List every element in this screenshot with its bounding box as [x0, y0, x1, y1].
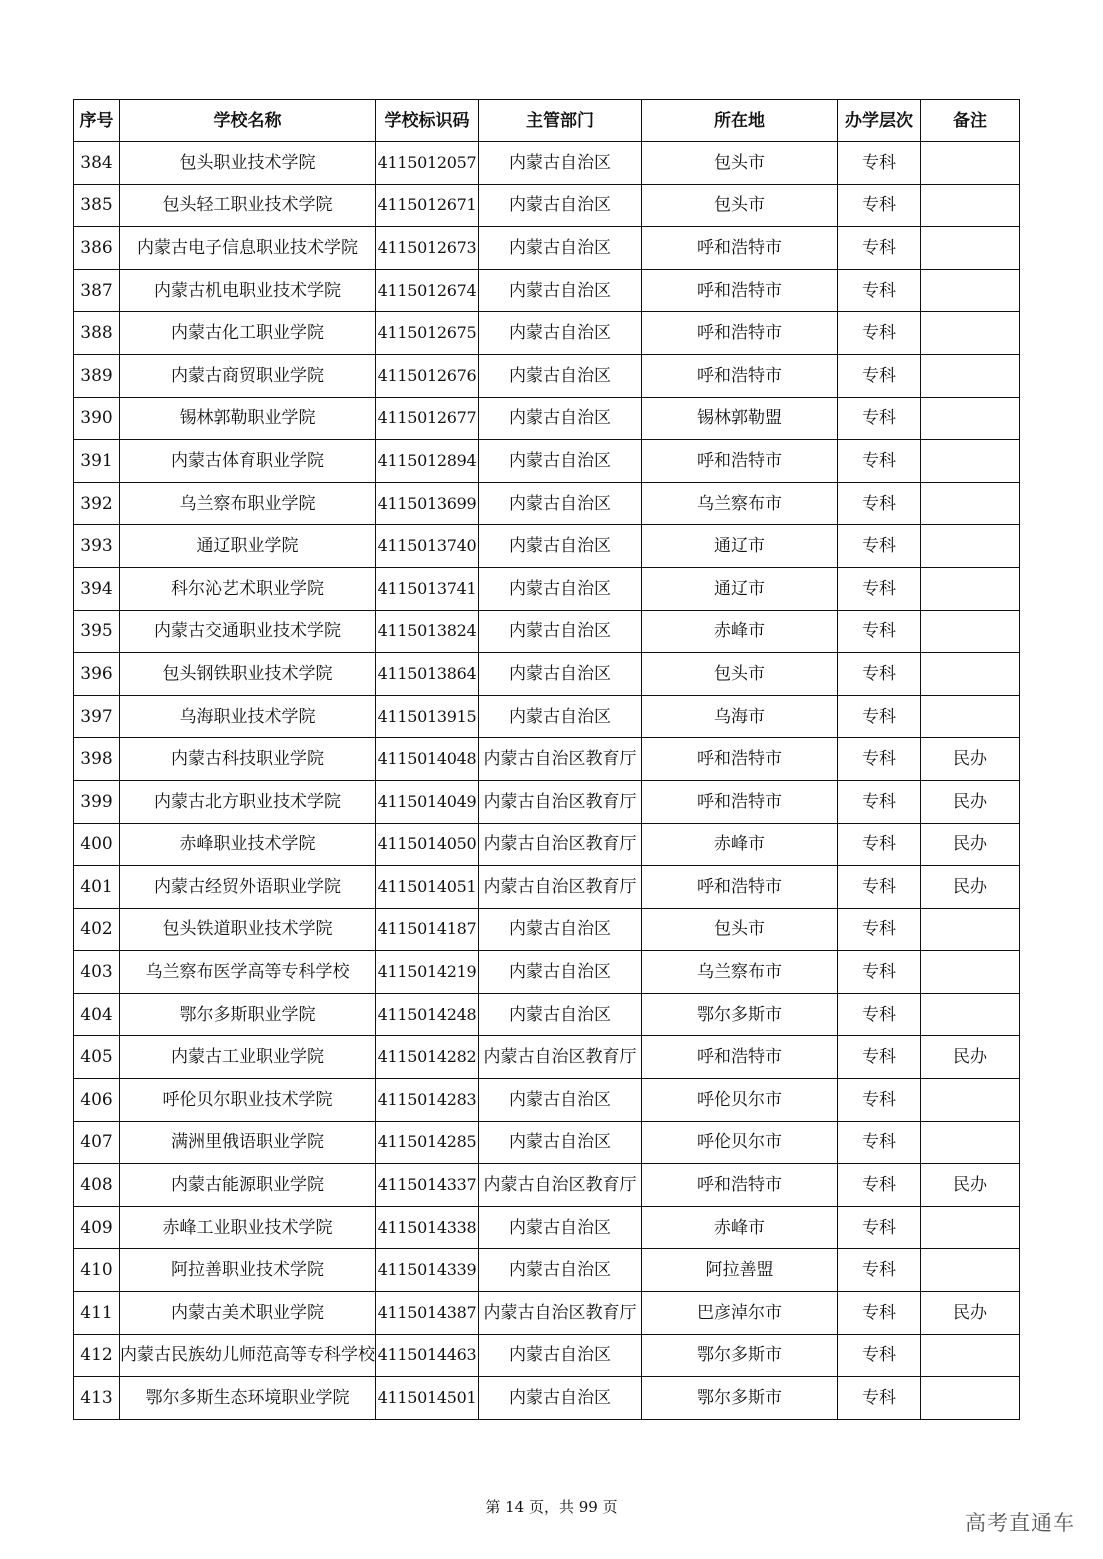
- cell-school-code: 4115014339: [376, 1249, 479, 1292]
- cell-department: 内蒙古自治区: [479, 908, 642, 951]
- cell-level: 专科: [838, 823, 921, 866]
- cell-location: 呼和浩特市: [642, 354, 838, 397]
- cell-school-code: 4115012673: [376, 227, 479, 270]
- cell-school-name: 鄂尔多斯生态环境职业学院: [120, 1377, 376, 1420]
- cell-school-code: 4115012676: [376, 354, 479, 397]
- cell-index: 386: [74, 227, 120, 270]
- table-row: [74, 908, 1020, 951]
- cell-location: 呼和浩特市: [642, 1036, 838, 1079]
- cell-school-code: 4115014337: [376, 1164, 479, 1207]
- cell-department: 内蒙古自治区: [479, 142, 642, 185]
- header-index: 序号: [74, 100, 120, 142]
- cell-index: 393: [74, 525, 120, 568]
- cell-remark: 民办: [921, 1164, 1020, 1207]
- cell-location: 包头市: [642, 184, 838, 227]
- cell-school-code: 4115012675: [376, 312, 479, 355]
- cell-remark: [921, 1249, 1020, 1292]
- table-row: [74, 354, 1020, 397]
- cell-department: 内蒙古自治区教育厅: [479, 1164, 642, 1207]
- cell-department: 内蒙古自治区: [479, 1079, 642, 1122]
- table-row: [74, 1079, 1020, 1122]
- cell-location: 呼和浩特市: [642, 1164, 838, 1207]
- cell-level: 专科: [838, 695, 921, 738]
- cell-school-name: 内蒙古科技职业学院: [120, 738, 376, 781]
- cell-remark: [921, 525, 1020, 568]
- cell-level: 专科: [838, 1164, 921, 1207]
- cell-school-code: 4115014050: [376, 823, 479, 866]
- cell-location: 通辽市: [642, 567, 838, 610]
- cell-level: 专科: [838, 440, 921, 483]
- cell-remark: [921, 184, 1020, 227]
- cell-location: 鄂尔多斯市: [642, 1334, 838, 1377]
- cell-level: 专科: [838, 1036, 921, 1079]
- cell-school-code: 4115014285: [376, 1121, 479, 1164]
- cell-department: 内蒙古自治区: [479, 312, 642, 355]
- cell-school-name: 内蒙古能源职业学院: [120, 1164, 376, 1207]
- cell-remark: 民办: [921, 866, 1020, 909]
- cell-level: 专科: [838, 1377, 921, 1420]
- cell-index: 387: [74, 269, 120, 312]
- cell-school-name: 乌海职业技术学院: [120, 695, 376, 738]
- table-row: [74, 142, 1020, 185]
- cell-remark: [921, 269, 1020, 312]
- cell-school-code: 4115014387: [376, 1292, 479, 1335]
- table-row: [74, 567, 1020, 610]
- cell-remark: [921, 1377, 1020, 1420]
- cell-remark: [921, 951, 1020, 994]
- cell-department: 内蒙古自治区: [479, 653, 642, 696]
- cell-location: 赤峰市: [642, 610, 838, 653]
- cell-level: 专科: [838, 525, 921, 568]
- table-row: [74, 482, 1020, 525]
- cell-school-code: 4115013824: [376, 610, 479, 653]
- cell-location: 呼和浩特市: [642, 312, 838, 355]
- table-row: [74, 823, 1020, 866]
- cell-index: 401: [74, 866, 120, 909]
- cell-level: 专科: [838, 1206, 921, 1249]
- cell-level: 专科: [838, 866, 921, 909]
- table-row: [74, 269, 1020, 312]
- cell-remark: [921, 1334, 1020, 1377]
- cell-department: 内蒙古自治区教育厅: [479, 1292, 642, 1335]
- header-school-name: 学校名称: [120, 100, 376, 142]
- cell-level: 专科: [838, 397, 921, 440]
- cell-location: 呼和浩特市: [642, 866, 838, 909]
- cell-index: 413: [74, 1377, 120, 1420]
- cell-remark: 民办: [921, 823, 1020, 866]
- cell-index: 391: [74, 440, 120, 483]
- cell-remark: [921, 1121, 1020, 1164]
- cell-department: 内蒙古自治区: [479, 1334, 642, 1377]
- cell-index: 385: [74, 184, 120, 227]
- table-row: [74, 1121, 1020, 1164]
- cell-school-code: 4115013915: [376, 695, 479, 738]
- cell-level: 专科: [838, 993, 921, 1036]
- cell-department: 内蒙古自治区: [479, 184, 642, 227]
- cell-index: 405: [74, 1036, 120, 1079]
- cell-school-code: 4115014463: [376, 1334, 479, 1377]
- cell-index: 400: [74, 823, 120, 866]
- cell-school-name: 内蒙古交通职业技术学院: [120, 610, 376, 653]
- cell-level: 专科: [838, 354, 921, 397]
- cell-location: 呼和浩特市: [642, 269, 838, 312]
- cell-remark: [921, 354, 1020, 397]
- table-row: [74, 866, 1020, 909]
- cell-index: 384: [74, 142, 120, 185]
- cell-school-name: 包头轻工职业技术学院: [120, 184, 376, 227]
- cell-location: 鄂尔多斯市: [642, 1377, 838, 1420]
- cell-remark: 民办: [921, 1036, 1020, 1079]
- cell-level: 专科: [838, 780, 921, 823]
- cell-department: 内蒙古自治区: [479, 227, 642, 270]
- cell-school-code: 4115014282: [376, 1036, 479, 1079]
- cell-school-code: 4115013699: [376, 482, 479, 525]
- cell-school-name: 包头职业技术学院: [120, 142, 376, 185]
- cell-location: 巴彦淖尔市: [642, 1292, 838, 1335]
- cell-index: 392: [74, 482, 120, 525]
- cell-level: 专科: [838, 269, 921, 312]
- table-row: [74, 1377, 1020, 1420]
- cell-school-code: 4115014048: [376, 738, 479, 781]
- table-row: [74, 653, 1020, 696]
- cell-level: 专科: [838, 653, 921, 696]
- cell-school-code: 4115013741: [376, 567, 479, 610]
- cell-department: 内蒙古自治区: [479, 993, 642, 1036]
- cell-school-name: 赤峰职业技术学院: [120, 823, 376, 866]
- cell-index: 408: [74, 1164, 120, 1207]
- cell-level: 专科: [838, 1079, 921, 1122]
- cell-remark: [921, 908, 1020, 951]
- table-row: [74, 440, 1020, 483]
- cell-level: 专科: [838, 1121, 921, 1164]
- cell-school-name: 赤峰工业职业技术学院: [120, 1206, 376, 1249]
- cell-department: 内蒙古自治区: [479, 695, 642, 738]
- cell-index: 388: [74, 312, 120, 355]
- cell-level: 专科: [838, 184, 921, 227]
- cell-school-name: 内蒙古美术职业学院: [120, 1292, 376, 1335]
- cell-school-name: 内蒙古民族幼儿师范高等专科学校: [120, 1334, 376, 1377]
- cell-level: 专科: [838, 610, 921, 653]
- cell-index: 402: [74, 908, 120, 951]
- cell-school-name: 满洲里俄语职业学院: [120, 1121, 376, 1164]
- cell-school-code: 4115014049: [376, 780, 479, 823]
- table-row: [74, 525, 1020, 568]
- header-row: [74, 100, 1020, 142]
- cell-school-name: 内蒙古化工职业学院: [120, 312, 376, 355]
- cell-school-code: 4115012674: [376, 269, 479, 312]
- table-row: [74, 227, 1020, 270]
- cell-school-name: 内蒙古工业职业学院: [120, 1036, 376, 1079]
- header-location: 所在地: [642, 100, 838, 142]
- cell-school-code: 4115012677: [376, 397, 479, 440]
- cell-school-name: 乌兰察布医学高等专科学校: [120, 951, 376, 994]
- cell-remark: [921, 993, 1020, 1036]
- school-list-table: [73, 99, 1020, 1420]
- cell-index: 399: [74, 780, 120, 823]
- table-body: [74, 142, 1020, 1420]
- table-row: [74, 695, 1020, 738]
- cell-department: 内蒙古自治区: [479, 1206, 642, 1249]
- cell-school-code: 4115014501: [376, 1377, 479, 1420]
- cell-remark: [921, 142, 1020, 185]
- cell-department: 内蒙古自治区教育厅: [479, 1036, 642, 1079]
- cell-department: 内蒙古自治区: [479, 951, 642, 994]
- cell-school-name: 内蒙古体育职业学院: [120, 440, 376, 483]
- cell-department: 内蒙古自治区: [479, 440, 642, 483]
- cell-level: 专科: [838, 227, 921, 270]
- cell-department: 内蒙古自治区: [479, 1377, 642, 1420]
- cell-department: 内蒙古自治区: [479, 567, 642, 610]
- cell-school-code: 4115012671: [376, 184, 479, 227]
- cell-level: 专科: [838, 567, 921, 610]
- cell-location: 呼伦贝尔市: [642, 1079, 838, 1122]
- table-row: [74, 1036, 1020, 1079]
- cell-school-code: 4115012057: [376, 142, 479, 185]
- cell-index: 411: [74, 1292, 120, 1335]
- cell-index: 412: [74, 1334, 120, 1377]
- cell-index: 406: [74, 1079, 120, 1122]
- cell-location: 通辽市: [642, 525, 838, 568]
- cell-location: 呼伦贝尔市: [642, 1121, 838, 1164]
- table-row: [74, 993, 1020, 1036]
- table-row: [74, 1206, 1020, 1249]
- cell-school-name: 锡林郭勒职业学院: [120, 397, 376, 440]
- cell-index: 404: [74, 993, 120, 1036]
- cell-school-code: 4115012894: [376, 440, 479, 483]
- cell-level: 专科: [838, 142, 921, 185]
- cell-index: 397: [74, 695, 120, 738]
- table-row: [74, 397, 1020, 440]
- cell-remark: [921, 1206, 1020, 1249]
- cell-school-name: 内蒙古电子信息职业技术学院: [120, 227, 376, 270]
- cell-location: 乌兰察布市: [642, 482, 838, 525]
- cell-department: 内蒙古自治区: [479, 525, 642, 568]
- cell-level: 专科: [838, 482, 921, 525]
- cell-school-code: 4115014338: [376, 1206, 479, 1249]
- cell-location: 阿拉善盟: [642, 1249, 838, 1292]
- cell-remark: [921, 695, 1020, 738]
- cell-department: 内蒙古自治区教育厅: [479, 823, 642, 866]
- cell-index: 407: [74, 1121, 120, 1164]
- table-row: [74, 738, 1020, 781]
- cell-school-code: 4115014051: [376, 866, 479, 909]
- cell-school-name: 科尔沁艺术职业学院: [120, 567, 376, 610]
- cell-department: 内蒙古自治区: [479, 1249, 642, 1292]
- cell-remark: [921, 227, 1020, 270]
- cell-level: 专科: [838, 908, 921, 951]
- cell-remark: [921, 397, 1020, 440]
- header-level: 办学层次: [838, 100, 921, 142]
- cell-school-name: 阿拉善职业技术学院: [120, 1249, 376, 1292]
- cell-location: 鄂尔多斯市: [642, 993, 838, 1036]
- cell-school-code: 4115013864: [376, 653, 479, 696]
- cell-school-name: 内蒙古机电职业技术学院: [120, 269, 376, 312]
- cell-index: 396: [74, 653, 120, 696]
- cell-remark: [921, 440, 1020, 483]
- cell-school-code: 4115014283: [376, 1079, 479, 1122]
- cell-school-name: 内蒙古北方职业技术学院: [120, 780, 376, 823]
- cell-department: 内蒙古自治区: [479, 354, 642, 397]
- cell-location: 呼和浩特市: [642, 227, 838, 270]
- cell-school-name: 呼伦贝尔职业技术学院: [120, 1079, 376, 1122]
- cell-school-name: 包头铁道职业技术学院: [120, 908, 376, 951]
- cell-index: 403: [74, 951, 120, 994]
- cell-remark: [921, 610, 1020, 653]
- table-row: [74, 780, 1020, 823]
- cell-level: 专科: [838, 738, 921, 781]
- cell-index: 410: [74, 1249, 120, 1292]
- cell-location: 乌兰察布市: [642, 951, 838, 994]
- table-row: [74, 312, 1020, 355]
- cell-location: 乌海市: [642, 695, 838, 738]
- cell-remark: 民办: [921, 1292, 1020, 1335]
- cell-department: 内蒙古自治区教育厅: [479, 866, 642, 909]
- cell-location: 呼和浩特市: [642, 738, 838, 781]
- cell-remark: [921, 482, 1020, 525]
- cell-school-name: 通辽职业学院: [120, 525, 376, 568]
- cell-location: 赤峰市: [642, 823, 838, 866]
- table-row: [74, 1292, 1020, 1335]
- cell-level: 专科: [838, 1292, 921, 1335]
- cell-location: 呼和浩特市: [642, 780, 838, 823]
- cell-location: 包头市: [642, 653, 838, 696]
- cell-remark: [921, 653, 1020, 696]
- page-footer: 第 14 页，共 99 页: [485, 1498, 618, 1516]
- cell-index: 409: [74, 1206, 120, 1249]
- cell-school-code: 4115013740: [376, 525, 479, 568]
- table-row: [74, 1164, 1020, 1207]
- table-row: [74, 1334, 1020, 1377]
- cell-school-name: 内蒙古经贸外语职业学院: [120, 866, 376, 909]
- watermark: 高考直通车: [965, 1511, 1075, 1535]
- cell-location: 锡林郭勒盟: [642, 397, 838, 440]
- cell-remark: [921, 1079, 1020, 1122]
- cell-school-code: 4115014187: [376, 908, 479, 951]
- cell-remark: 民办: [921, 780, 1020, 823]
- table-row: [74, 1249, 1020, 1292]
- cell-level: 专科: [838, 1334, 921, 1377]
- cell-department: 内蒙古自治区: [479, 397, 642, 440]
- table-header: [74, 100, 1020, 142]
- cell-location: 呼和浩特市: [642, 440, 838, 483]
- cell-level: 专科: [838, 312, 921, 355]
- cell-location: 包头市: [642, 142, 838, 185]
- table-row: [74, 610, 1020, 653]
- cell-index: 395: [74, 610, 120, 653]
- table-row: [74, 184, 1020, 227]
- cell-index: 398: [74, 738, 120, 781]
- header-department: 主管部门: [479, 100, 642, 142]
- cell-remark: [921, 312, 1020, 355]
- cell-department: 内蒙古自治区: [479, 269, 642, 312]
- cell-remark: [921, 567, 1020, 610]
- header-remark: 备注: [921, 100, 1020, 142]
- cell-index: 389: [74, 354, 120, 397]
- table-row: [74, 951, 1020, 994]
- cell-school-name: 乌兰察布职业学院: [120, 482, 376, 525]
- cell-department: 内蒙古自治区: [479, 610, 642, 653]
- cell-index: 394: [74, 567, 120, 610]
- header-school-code: 学校标识码: [376, 100, 479, 142]
- cell-department: 内蒙古自治区教育厅: [479, 780, 642, 823]
- cell-department: 内蒙古自治区: [479, 1121, 642, 1164]
- cell-school-name: 内蒙古商贸职业学院: [120, 354, 376, 397]
- cell-department: 内蒙古自治区: [479, 482, 642, 525]
- cell-location: 包头市: [642, 908, 838, 951]
- cell-department: 内蒙古自治区教育厅: [479, 738, 642, 781]
- cell-index: 390: [74, 397, 120, 440]
- cell-level: 专科: [838, 951, 921, 994]
- cell-school-code: 4115014248: [376, 993, 479, 1036]
- cell-remark: 民办: [921, 738, 1020, 781]
- cell-location: 赤峰市: [642, 1206, 838, 1249]
- cell-school-name: 鄂尔多斯职业学院: [120, 993, 376, 1036]
- cell-school-name: 包头钢铁职业技术学院: [120, 653, 376, 696]
- cell-school-code: 4115014219: [376, 951, 479, 994]
- cell-level: 专科: [838, 1249, 921, 1292]
